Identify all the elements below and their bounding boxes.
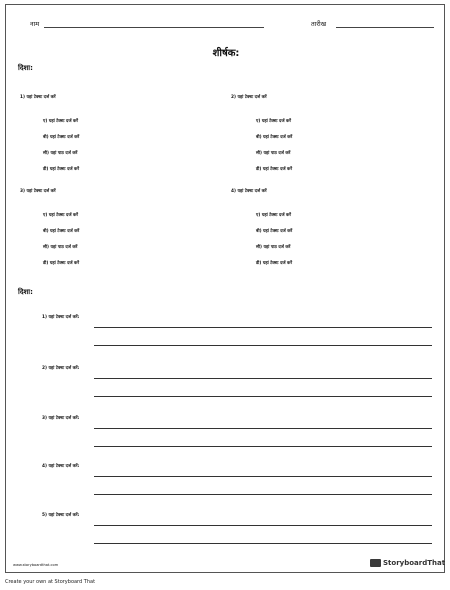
storyboardthat-logo-text: StoryboardThat bbox=[383, 559, 446, 567]
written-question: 5) यहां टेक्स्ट दर्ज करें: bbox=[42, 513, 80, 518]
answer-line bbox=[94, 525, 432, 526]
storyboardthat-logo-icon bbox=[370, 559, 381, 567]
mc-option: डी) यहां टेक्स्ट दर्ज करें bbox=[256, 261, 293, 266]
worksheet-title: शीर्षक: bbox=[212, 48, 240, 59]
worksheet bbox=[5, 4, 445, 573]
written-question: 2) यहां टेक्स्ट दर्ज करें: bbox=[42, 366, 80, 371]
section1-direction: दिशा: bbox=[18, 64, 33, 72]
mc-option: बी) यहां टेक्स्ट दर्ज करें bbox=[256, 135, 293, 140]
mc-option: सी) यहां पाठ दर्ज करें bbox=[43, 245, 78, 250]
mc-option: ए) यहां टेक्स्ट दर्ज करें bbox=[256, 213, 292, 218]
answer-line bbox=[94, 543, 432, 544]
answer-line bbox=[94, 396, 432, 397]
mc-question: 1) यहां टेक्स्ट दर्ज करें bbox=[20, 95, 56, 100]
mc-option: सी) यहां पाठ दर्ज करें bbox=[43, 151, 78, 156]
answer-line bbox=[94, 378, 432, 379]
mc-option: डी) यहां टेक्स्ट दर्ज करें bbox=[43, 167, 80, 172]
written-question: 1) यहां टेक्स्ट दर्ज करें: bbox=[42, 315, 80, 320]
mc-option: डी) यहां टेक्स्ट दर्ज करें bbox=[43, 261, 80, 266]
mc-question: 2) यहां टेक्स्ट दर्ज करें bbox=[231, 95, 267, 100]
mc-option: सी) यहां पाठ दर्ज करें bbox=[256, 245, 291, 250]
mc-option: डी) यहां टेक्स्ट दर्ज करें bbox=[256, 167, 293, 172]
website-url: www.storyboardthat.com bbox=[13, 563, 59, 567]
written-question: 3) यहां टेक्स्ट दर्ज करें: bbox=[42, 416, 80, 421]
mc-option: ए) यहां टेक्स्ट दर्ज करें bbox=[256, 119, 292, 124]
answer-line bbox=[94, 327, 432, 328]
name-line bbox=[44, 27, 264, 28]
mc-option: सी) यहां पाठ दर्ज करें bbox=[256, 151, 291, 156]
answer-line bbox=[94, 446, 432, 447]
mc-question: 4) यहां टेक्स्ट दर्ज करें bbox=[231, 189, 267, 194]
date-label: तारीख bbox=[311, 20, 327, 28]
mc-option: ए) यहां टेक्स्ट दर्ज करें bbox=[43, 119, 79, 124]
mc-option: ए) यहां टेक्स्ट दर्ज करें bbox=[43, 213, 79, 218]
mc-question: 3) यहां टेक्स्ट दर्ज करें bbox=[20, 189, 56, 194]
mc-option: बी) यहां टेक्स्ट दर्ज करें bbox=[256, 229, 293, 234]
answer-line bbox=[94, 428, 432, 429]
mc-option: बी) यहां टेक्स्ट दर्ज करें bbox=[43, 229, 80, 234]
section2-direction: दिशा: bbox=[18, 288, 33, 296]
create-your-own-link[interactable]: Create your own at Storyboard That bbox=[5, 579, 96, 585]
answer-line bbox=[94, 345, 432, 346]
answer-line bbox=[94, 476, 432, 477]
name-label: नाम bbox=[30, 20, 40, 28]
mc-option: बी) यहां टेक्स्ट दर्ज करें bbox=[43, 135, 80, 140]
written-question: 4) यहां टेक्स्ट दर्ज करें: bbox=[42, 464, 80, 469]
answer-line bbox=[94, 494, 432, 495]
date-line bbox=[336, 27, 434, 28]
